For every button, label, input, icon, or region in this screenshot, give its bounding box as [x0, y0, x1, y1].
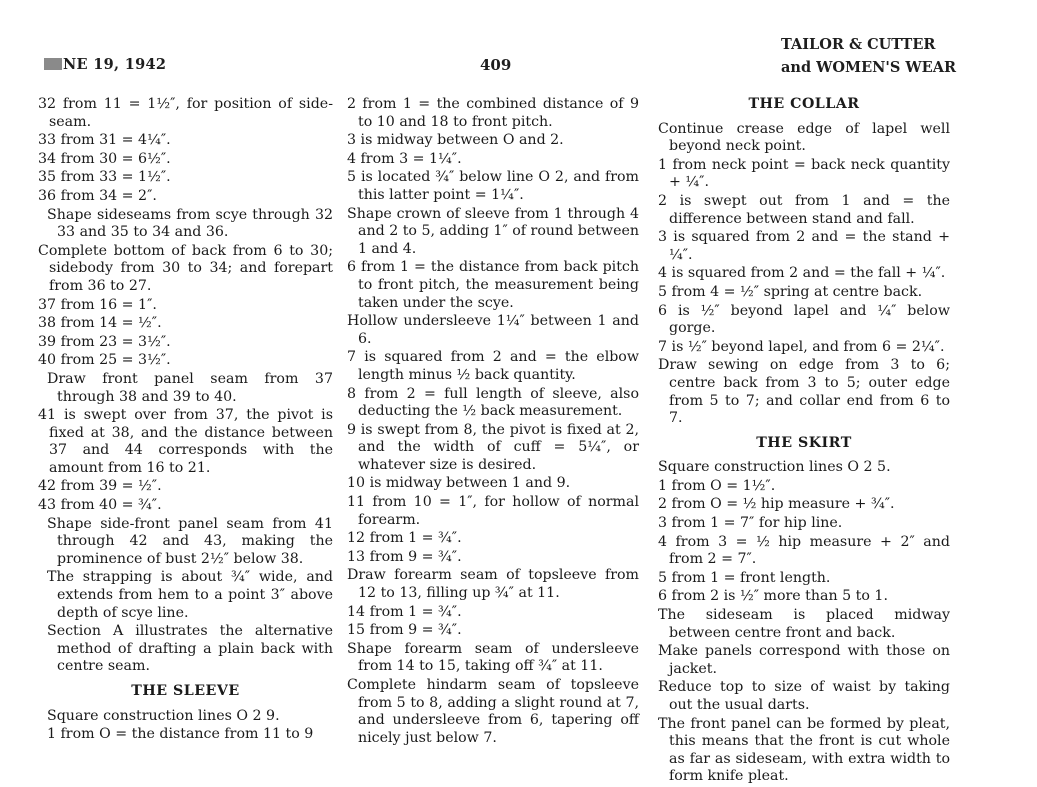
publication-title: TAILOR & CUTTER — [781, 36, 936, 53]
paragraph: 39 from 23 = 3½″. — [38, 333, 171, 350]
paragraph: Complete bottom of back from 6 to 30; sidebody from 30 to 34; and forepart from 36 to 27. — [38, 242, 333, 294]
paragraph: 5 from 1 = front length. — [658, 569, 831, 586]
paragraph: Square construction lines O 2 9. — [47, 707, 280, 724]
paragraph: Draw forearm seam of topsleeve from 12 to 13, filling up ¾″ at 11. — [347, 567, 639, 602]
paragraph: 37 from 16 = 1″. — [38, 296, 157, 313]
paragraph: 40 from 25 = 3½″. — [38, 352, 171, 369]
issue-date-text: NE 19, 1942 — [63, 56, 167, 73]
paragraph: Complete hindarm seam of topsleeve from 5 to 8, adding a slight round at 7, and undersleeve from 6, tapering off nicely just below 7. — [347, 677, 639, 746]
paragraph: Continue crease edge of lapel well beyond neck point. — [658, 120, 950, 155]
paragraph: Hollow undersleeve 1¼″ between 1 and 6. — [347, 313, 639, 347]
text-column-3 — [658, 96, 950, 787]
paragraph: 11 from 10 = 1″, for hollow of normal forearm. — [347, 494, 639, 528]
paragraph: 4 is squared from 2 and = the fall + ¼″. — [658, 265, 946, 282]
paragraph: 4 from 3 = ½ hip measure + 2″ and from 2 = 7″. — [658, 533, 950, 568]
paragraph: The sideseam is placed midway between centre front and back. — [658, 607, 950, 641]
paragraph: 7 is squared from 2 and = the elbow length minus ½ back quantity. — [347, 349, 639, 383]
paragraph: 42 from 39 = ½″. — [38, 478, 162, 495]
paragraph: Shape sideseams from scye through 32 33 and 35 to 34 and 36. — [47, 206, 333, 241]
paragraph: 32 from 11 = 1½″, for position of side-seam. — [38, 96, 333, 130]
paragraph: 8 from 2 = full length of sleeve, also deducting the ½ back measurement. — [347, 385, 639, 420]
paragraph: 35 from 33 = 1½″. — [38, 169, 171, 186]
paragraph: 2 from 1 = the combined distance of 9 to 10 and 18 to front pitch. — [347, 96, 639, 130]
section-heading-sleeve: THE SLEEVE — [131, 683, 240, 699]
paragraph: Square construction lines O 2 5. — [658, 459, 891, 476]
paragraph: 2 is swept out from 1 and = the difference between stand and fall. — [658, 192, 950, 227]
paragraph: 15 from 9 = ¾″. — [347, 622, 462, 639]
paragraph: 3 is squared from 2 and = the stand + ¼″. — [658, 229, 950, 263]
paragraph: 41 is swept over from 37, the pivot is fixed at 38, and the distance between 37 and 44 corresponds with the amount from 16 to 21. — [38, 407, 333, 476]
paragraph: 1 from O = the distance from 11 to 9 — [47, 726, 314, 743]
paragraph: Shape crown of sleeve from 1 through 4 and 2 to 5, adding 1″ of round between 1 and 4. — [347, 205, 639, 257]
section-heading-skirt: THE SKIRT — [756, 434, 852, 451]
paragraph: 33 from 31 = 4¼″. — [38, 132, 171, 149]
paragraph: 9 is swept from 8, the pivot is fixed at 2, and the width of cuff = 5¼″, or whatever size is desired. — [347, 421, 639, 473]
paragraph: 13 from 9 = ¾″. — [347, 548, 462, 565]
paragraph: Shape side-front panel seam from 41 through 42 and 43, making the prominence of bust 2½″ below 38. — [47, 515, 333, 567]
paragraph: 1 from neck point = back neck quantity + ¼″. — [658, 156, 950, 191]
paragraph: 7 is ½″ beyond lapel, and from 6 = 2¼″. — [658, 338, 945, 355]
page-number: 409 — [480, 56, 512, 74]
paragraph: 1 from O = 1½″. — [658, 477, 776, 494]
paragraph: 4 from 3 = 1¼″. — [347, 150, 462, 167]
paragraph: Draw front panel seam from 37 through 38 and 39 to 40. — [47, 370, 333, 405]
paragraph: 14 from 1 = ¾″. — [347, 603, 462, 620]
paragraph: 6 is ½″ beyond lapel and ¼″ below gorge. — [658, 302, 950, 337]
text-column-1 — [38, 96, 333, 745]
paragraph: Draw sewing on edge from 3 to 6; centre back from 3 to 5; outer edge from 5 to 7; and collar end from 6 to 7. — [658, 357, 950, 427]
paragraph: 38 from 14 = ½″. — [38, 315, 162, 332]
paragraph: 43 from 40 = ¾″. — [38, 497, 162, 514]
paragraph: Make panels correspond with those on jacket. — [658, 643, 950, 677]
issue-date — [44, 56, 166, 73]
section-heading-collar: THE COLLAR — [748, 96, 860, 112]
paragraph: 3 is midway between O and 2. — [347, 132, 564, 149]
paragraph: Section A illustrates the alternative method of drafting a plain back with centre seam. — [47, 623, 333, 675]
paragraph: 10 is midway between 1 and 9. — [347, 475, 571, 492]
print-smudge — [44, 58, 62, 70]
paragraph: 6 from 2 is ½″ more than 5 to 1. — [658, 588, 888, 605]
text-column-2 — [347, 96, 639, 748]
paragraph: 6 from 1 = the distance from back pitch to front pitch, the measurement being taken under the scye. — [347, 259, 639, 311]
paragraph: 36 from 34 = 2″. — [38, 187, 157, 204]
paragraph: 5 from 4 = ½″ spring at centre back. — [658, 283, 923, 300]
paragraph: 2 from O = ½ hip measure + ¾″. — [658, 496, 895, 513]
paragraph: 34 from 30 = 6½″. — [38, 150, 171, 167]
paragraph: 5 is located ¾″ below line O 2, and from this latter point = 1¼″. — [347, 169, 639, 203]
publication-subtitle: and WOMEN'S WEAR — [781, 59, 956, 76]
paragraph: Shape forearm seam of undersleeve from 14 to 15, taking off ¾″ at 11. — [347, 640, 639, 675]
paragraph: Reduce top to size of waist by taking out the usual darts. — [658, 679, 950, 713]
paragraph: The strapping is about ¾″ wide, and extends from hem to a point 3″ above depth of scye line. — [47, 569, 333, 621]
paragraph: The front panel can be formed by pleat, this means that the front is cut whole as far as sideseam, with extra width to form knife pleat. — [658, 715, 950, 785]
paragraph: 3 from 1 = 7″ for hip line. — [658, 515, 843, 532]
paragraph: 12 from 1 = ¾″. — [347, 530, 462, 547]
